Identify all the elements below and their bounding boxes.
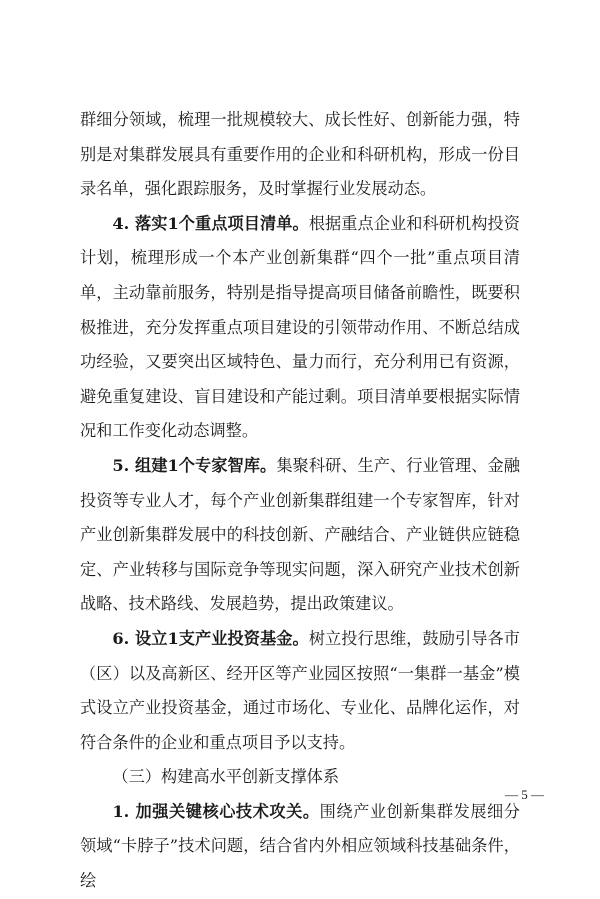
section-3-item-1-text: 围绕产业创新集群发展细分领域“卡脖子”技术问题，结合省内外相应领域科技基础条件，绘 xyxy=(80,801,520,891)
item-6-heading: 6. 设立1支产业投资基金。 xyxy=(112,628,309,648)
item-5-heading: 5. 组建1个专家智库。 xyxy=(112,455,277,475)
page-number: — 5 — xyxy=(505,787,544,802)
paragraph-item-6 xyxy=(80,622,520,760)
item-4-text: 根据重点企业和科研机构投资计划，梳理形成一个本产业创新集群“四个一批”重点项目清单，主动靠前服务，特别是指导提高项目储备前瞻性，既要积极推进，充分发挥重点项目建设的引领带动作用、不断总结成功经验，又要突出区域特色、量力而行，充分利用已有资源，避免重复建设、盲目建设和产能过剩。项目清单要根据实际情况和工作变化动态调整。 xyxy=(80,213,520,441)
paragraph-text: 群细分领域，梳理一批规模较大、成长性好、创新能力强，特别是对集群发展具有重要作用的企业和科研机构，形成一份目录名单，强化跟踪服务，及时掌握行业发展动态。 xyxy=(80,110,520,199)
paragraph-section-3-item-1 xyxy=(80,795,520,899)
item-5-text: 集聚科研、生产、行业管理、金融投资等专业人才，每个产业创新集群组建一个专家智库，针对产业创新集群发展中的科技创新、产融结合、产业链供应链稳定、产业转移与国际竞争等现实问题，深入研究产业技术创新战略、技术路线、发展趋势，提出政策建议。 xyxy=(80,455,520,614)
paragraph-item-5 xyxy=(80,449,520,622)
item-6-text: 树立投行思维，鼓励引导各市（区）以及高新区、经开区等产业园区按照“一集群一基金”模式设立产业投资基金，通过市场化、专业化、品牌化运作，对符合条件的企业和重点项目予以支持。 xyxy=(80,628,520,752)
item-4-heading: 4. 落实1个重点项目清单。 xyxy=(112,213,309,233)
section-3-item-1-heading: 1. 加强关键核心技术攻关。 xyxy=(112,801,320,821)
paragraph-item-4 xyxy=(80,207,520,449)
body-text xyxy=(80,103,520,899)
section-heading: （三）构建高水平创新支撑体系 xyxy=(112,767,340,787)
paragraph-continued xyxy=(80,103,520,207)
